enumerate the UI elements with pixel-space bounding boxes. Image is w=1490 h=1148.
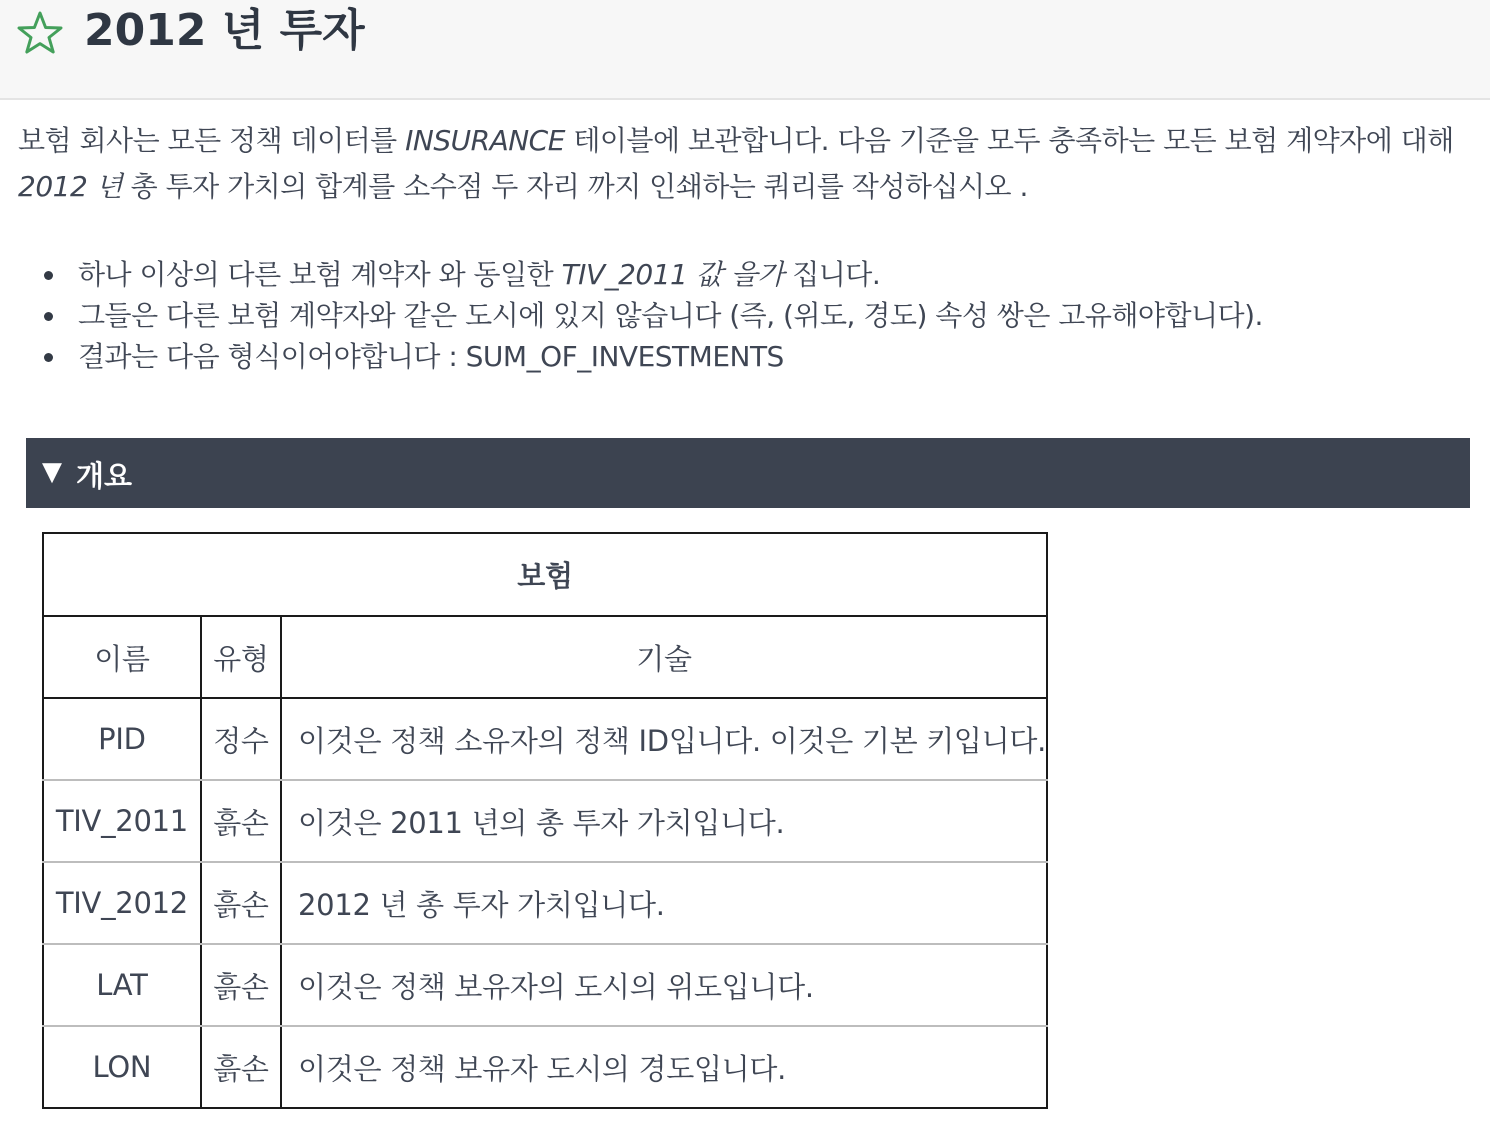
column-header-name: 이름 (43, 616, 201, 698)
cell-name: LON (43, 1026, 201, 1108)
cell-description: 이것은 정책 보유자의 도시의 위도입니다. (281, 944, 1047, 1026)
schema-table (42, 532, 1048, 1109)
table-row (43, 944, 1047, 1026)
desc-part-1: 보험 회사는 모든 정책 데이터를 (18, 124, 406, 157)
table-row (43, 698, 1047, 780)
criteria-text: 집니다. (783, 258, 881, 291)
cell-name: TIV_2012 (43, 862, 201, 944)
criteria-text: 그들은 다른 보험 계약자와 같은 도시에 있지 않습니다 (즉, (위도, 경도) 속성 쌍은 고유해야합니다). (78, 299, 1263, 332)
table-row (43, 1026, 1047, 1108)
criteria-item (18, 254, 1478, 295)
criteria-item (18, 295, 1478, 336)
cell-type: 흙손 (201, 944, 281, 1026)
cell-type: 흙손 (201, 780, 281, 862)
cell-description: 이것은 2011 년의 총 투자 가치입니다. (281, 780, 1047, 862)
criteria-list (18, 254, 1478, 377)
desc-part-3: 총 투자 가치의 합계를 소수점 두 자리 까지 인쇄하는 쿼리를 작성하십시오 . (122, 170, 1028, 203)
cell-type: 흙손 (201, 862, 281, 944)
cell-name: TIV_2011 (43, 780, 201, 862)
criteria-text: 하나 이상의 다른 보험 계약자 와 동일한 (78, 258, 562, 291)
cell-description: 이것은 정책 보유자 도시의 경도입니다. (281, 1026, 1047, 1108)
cell-type: 흙손 (201, 1026, 281, 1108)
cell-name: LAT (43, 944, 201, 1026)
table-row (43, 862, 1047, 944)
table-row (43, 780, 1047, 862)
target-year: 2012 년 (18, 170, 123, 203)
cell-name: PID (43, 698, 201, 780)
summary-label: 개요 (76, 459, 133, 493)
page-title: 2012 년 투자 (84, 5, 365, 56)
star-outline-icon[interactable] (16, 10, 64, 54)
criteria-text: 결과는 다음 형식이어야합니다 : SUM_OF_INVESTMENTS (78, 340, 784, 373)
problem-description (18, 118, 1478, 210)
column-header-type: 유형 (201, 616, 281, 698)
table-name: INSURANCE (405, 124, 565, 157)
triangle-down-icon: ▼ (42, 457, 62, 487)
criteria-item (18, 336, 1478, 377)
page-header (0, 0, 1490, 100)
cell-description: 2012 년 총 투자 가치입니다. (281, 862, 1047, 944)
column-header-description: 기술 (281, 616, 1047, 698)
desc-part-2: 테이블에 보관합니다. 다음 기준을 모두 충족하는 모든 보험 계약자에 대해 (564, 124, 1454, 157)
table-caption: 보험 (43, 533, 1047, 616)
cell-description: 이것은 정책 소유자의 정책 ID입니다. 이것은 기본 키입니다. (281, 698, 1047, 780)
criteria-italic: TIV_2011 값 을가 (561, 258, 784, 291)
summary-toggle[interactable] (26, 438, 1470, 508)
cell-type: 정수 (201, 698, 281, 780)
